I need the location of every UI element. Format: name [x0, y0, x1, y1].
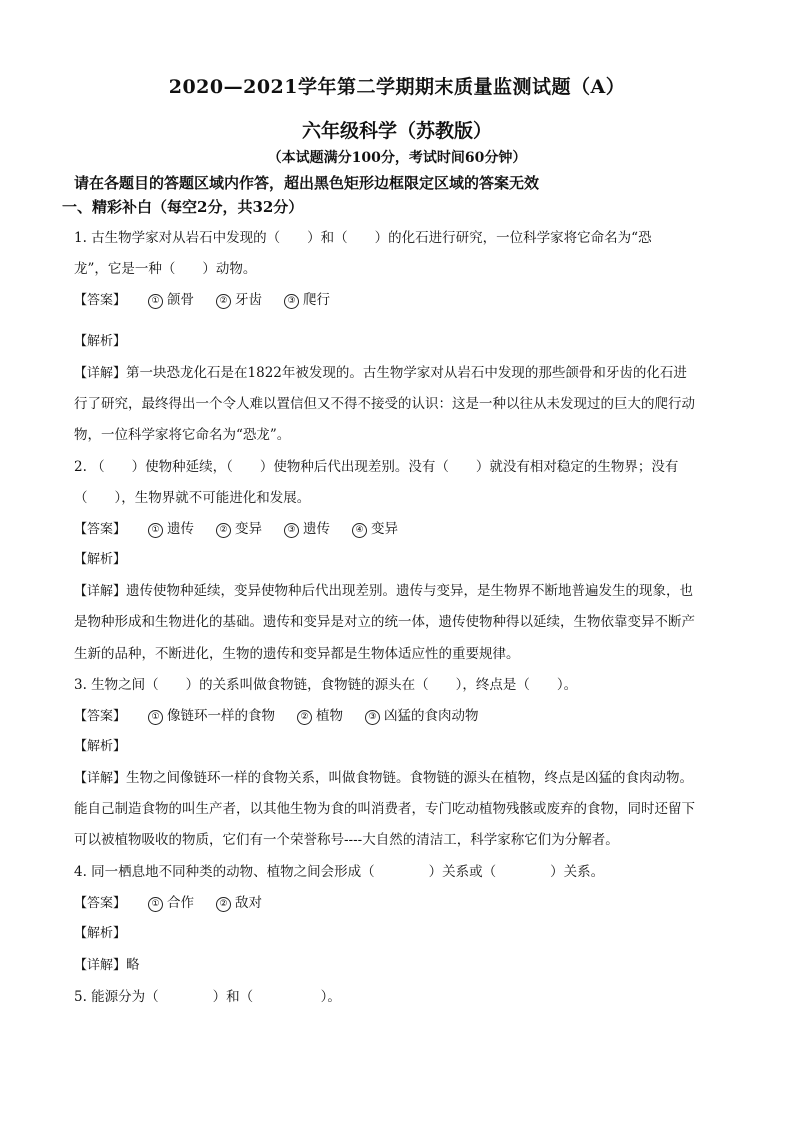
question-2-answer: [74, 517, 724, 538]
question-2-detail-line-2: 是物种形成和生物进化的基础。遗传和变异是对立的统一体，遗传使物种得以延续，生物依靠变异不断产: [74, 614, 695, 630]
question-3-detail-line-2: 能自己制造食物的叫生产者，以其他生物为食的叫消费者，专门吃动植物残骸或废弃的食物，同时还留下: [74, 801, 695, 817]
answer-option: ③ 遗传: [284, 517, 330, 538]
answer-option: ① 遗传: [148, 517, 194, 538]
answer-option: ③ 凶猛的食肉动物: [365, 704, 479, 725]
answer-option: ③ 爬行: [284, 288, 330, 309]
question-1-detail-line-2: 行了研究，最终得出一个令人难以置信但又不得不接受的认识：这是一种以往从未发现过的巨大的爬行动: [74, 396, 695, 412]
question-4-answer: [74, 891, 724, 912]
answer-option: ④ 变异: [352, 517, 398, 538]
question-3-detail-line-1: 【详解】生物之间像链环一样的食物关系，叫做食物链。食物链的源头在植物，终点是凶猛的食肉动物。: [74, 770, 694, 786]
analysis-label: 【解析】: [74, 739, 127, 754]
question-3-answer: [74, 704, 724, 725]
answer-label: 【答案】: [74, 293, 127, 308]
exam-title: 2020—2021学年第二学期期末质量监测试题（A）: [168, 76, 626, 98]
question-3-detail-line-3: 可以被植物吸收的物质，它们有一个荣誉称号----大自然的清洁工，科学家称它们为分解者。: [74, 832, 619, 848]
instruction: 请在各题目的答题区域内作答，超出黑色矩形边框限定区域的答案无效: [74, 174, 540, 192]
exam-subject: 六年级科学（苏教版）: [301, 120, 492, 142]
question-2-stem-line-2: （ ），生物界就不可能进化和发展。: [74, 490, 311, 506]
answer-option: ① 合作: [148, 891, 194, 912]
answer-label: 【答案】: [74, 522, 127, 537]
answer-label: 【答案】: [74, 709, 127, 724]
question-1-detail-line-1: 【详解】第一块恐龙化石是在1822年被发现的。古生物学家对从岩石中发现的那些颌骨和牙齿的化石进: [74, 365, 687, 381]
question-1-answer: [74, 288, 724, 309]
answer-option: ① 像链环一样的食物: [148, 704, 275, 725]
section-title: 一、精彩补白（每空2分，共32分）: [62, 198, 304, 216]
question-3-stem-line-1: 3. 生物之间（ ）的关系叫做食物链，食物链的源头在（ ），终点是（ ）。: [74, 677, 578, 693]
answer-option: ② 敌对: [216, 891, 262, 912]
question-5-stem-line-1: 5. 能源分为（ ）和（ ）。: [74, 989, 341, 1005]
analysis-label: 【解析】: [74, 926, 127, 941]
analysis-label: 【解析】: [74, 334, 127, 349]
answer-option: ② 牙齿: [216, 288, 262, 309]
answer-label: 【答案】: [74, 896, 127, 911]
question-1-stem-line-1: 1. 古生物学家对从岩石中发现的（ ）和（ ）的化石进行研究，一位科学家将它命名为“恐: [74, 230, 652, 246]
analysis-label: 【解析】: [74, 552, 127, 567]
question-2-detail-line-3: 生新的品种，不断进化，生物的遗传和变异都是生物体适应性的重要规律。: [74, 646, 520, 662]
question-4-detail-line-1: 【详解】略: [74, 957, 140, 973]
question-1-detail-line-3: 物，一位科学家将它命名为“恐龙”。: [74, 427, 291, 443]
question-1-stem-line-2: 龙”，它是一种（ ）动物。: [74, 261, 257, 277]
question-2-detail-line-1: 【详解】遗传使物种延续，变异使物种后代出现差别。遗传与变异，是生物界不断地普遍发生的现象，也: [74, 583, 694, 599]
answer-option: ② 植物: [297, 704, 343, 725]
question-2-stem-line-1: 2. （ ）使物种延续，（ ）使物种后代出现差别。没有（ ）就没有相对稳定的生物界；没有: [74, 459, 679, 475]
answer-option: ② 变异: [216, 517, 262, 538]
exam-note: （本试题满分100分，考试时间60分钟）: [267, 150, 527, 166]
question-4-stem-line-1: 4. 同一栖息地不同种类的动物、植物之间会形成（ ）关系或（ ）关系。: [74, 864, 605, 880]
answer-option: ① 颌骨: [148, 288, 194, 309]
